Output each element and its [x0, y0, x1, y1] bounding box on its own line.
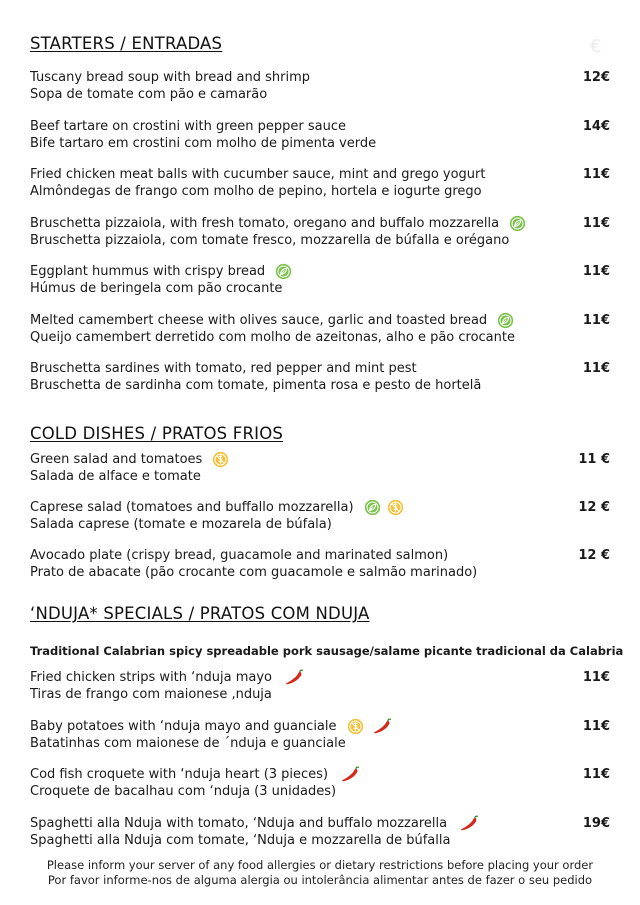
- menu-item-line-en: [30, 166, 610, 183]
- menu-item-price: 11€: [582, 215, 610, 231]
- menu-item-name-en: Tuscany bread soup with bread and shrimp: [30, 70, 311, 85]
- menu-item-name-en: Baby potatoes with ‘nduja mayo and guanciale: [30, 718, 337, 734]
- section-title-cold-dishes: COLD DISHES / PRATOS FRIOS: [30, 424, 284, 443]
- dietary-icons: [282, 669, 306, 686]
- menu-item-name-pt: Húmus de beringela com pão crocante: [30, 281, 283, 296]
- vegetarian-icon: [497, 312, 514, 329]
- menu-item-name-en: Caprese salad (tomatoes and buffallo mozzarella): [30, 500, 354, 515]
- menu-item-name-pt: Salada caprese (tomate e mozarela de búfala): [30, 517, 332, 532]
- vegetarian-icon: [509, 215, 526, 232]
- chili-icon: [282, 669, 306, 686]
- menu-item-price: 11€: [582, 167, 610, 182]
- menu-item-name-en: Fried chicken meat balls with cucumber sauce, mint and grego yogurt: [30, 167, 486, 182]
- menu-item-name-en: Cod fish croquete with ‘nduja heart (3 pieces): [30, 767, 329, 782]
- menu-item-name-pt: Sopa de tomate com pão e camarão: [30, 87, 268, 102]
- menu-item-line-en: [30, 499, 610, 516]
- menu-item-name-en: Green salad and tomatoes: [30, 452, 203, 467]
- section-title-nduja-specials: ‘NDUJA* SPECIALS / PRATOS COM NDUJA: [30, 604, 370, 623]
- menu-item: [30, 166, 610, 200]
- vegetarian-icon: [275, 263, 292, 280]
- dietary-icons: [347, 718, 394, 735]
- menu-item: [30, 766, 610, 800]
- menu-item-name-pt: Tiras de frango com maionese ,nduja: [30, 687, 272, 702]
- dietary-icons: [509, 215, 526, 232]
- menu-item-price: 12 €: [578, 548, 610, 563]
- menu-item-price: 11€: [582, 718, 610, 734]
- menu-item-name-pt: Queijo camembert derretido com molho de azeitonas, alho e pão crocante: [30, 329, 515, 345]
- menu-item: [30, 312, 610, 346]
- menu-item-line-en: [30, 360, 610, 377]
- allergy-notice-pt: Por favor informe-nos de alguma alergia ou intolerância alimentar antes de fazer o seu pedido: [47, 873, 593, 887]
- menu-item-line-en: [30, 815, 610, 832]
- menu-item-line-en: [30, 451, 610, 468]
- menu-item-line-en: [30, 69, 610, 86]
- menu-item-name-pt: Spaghetti alla Nduja com tomate, ‘Nduja e mozzarella de búfalla: [30, 832, 451, 848]
- menu-item-name-en: Spaghetti alla Nduja with tomato, ‘Nduja and buffalo mozzarella: [30, 815, 448, 831]
- menu-item-line-en: [30, 669, 610, 686]
- allergy-notice-en: Please inform your server of any food allergies or dietary restrictions before placing your order: [46, 858, 594, 872]
- menu-item-price: 11€: [582, 361, 610, 376]
- section-title-starters: STARTERS / ENTRADAS: [30, 34, 223, 53]
- nduja-note: Traditional Calabrian spicy spreadable pork sausage/salame picante tradicional da Calabria: [30, 644, 624, 658]
- menu-item-price: 11€: [582, 767, 610, 782]
- gluten-free-icon: [212, 451, 229, 468]
- menu-item-line-en: [30, 547, 610, 564]
- menu-item: [30, 215, 610, 249]
- menu-item-name-pt: Salada de alface e tomate: [30, 469, 201, 484]
- menu-item-line-en: [30, 312, 610, 329]
- menu-item-price: 11 €: [578, 452, 610, 467]
- menu-item-name-pt: Croquete de bacalhau com ‘nduja (3 unidades): [30, 784, 337, 799]
- menu-item-line-en: [30, 718, 610, 735]
- dietary-icons: [338, 766, 362, 783]
- menu-item: [30, 360, 610, 394]
- gluten-free-icon: [347, 718, 364, 735]
- menu-item: [30, 669, 610, 703]
- menu-item-price: 12€: [582, 70, 610, 85]
- menu-item-name-pt: Bruschetta pizzaiola, com tomate fresco, mozzarella de búfalla e orégano: [30, 232, 510, 248]
- menu-item-name-en: Avocado plate (crispy bread, guacamole and marinated salmon): [30, 548, 449, 563]
- menu-item-price: 14€: [582, 118, 610, 134]
- menu-item-price: 11€: [582, 264, 610, 279]
- menu-item: [30, 718, 610, 752]
- menu-item-line-en: [30, 263, 610, 280]
- dietary-icons: [212, 451, 229, 468]
- euro-watermark: €: [590, 36, 602, 57]
- menu-item-line-en: [30, 766, 610, 783]
- menu-item-line-en: [30, 215, 610, 232]
- menu-item: [30, 547, 610, 581]
- menu-item: [30, 69, 610, 103]
- menu-item-name-en: Bruschetta pizzaiola, with fresh tomato, oregano and buffalo mozzarella: [30, 215, 500, 231]
- chili-icon: [338, 766, 362, 783]
- dietary-icons: [275, 263, 292, 280]
- vegetarian-icon: [364, 499, 381, 516]
- menu-item: [30, 815, 610, 849]
- dietary-icons: [457, 815, 481, 832]
- dietary-icons: [497, 312, 514, 329]
- menu-item-name-pt: Prato de abacate (pão crocante com guacamole e salmão marinado): [30, 565, 478, 580]
- menu-item: [30, 118, 610, 152]
- menu-item-name-pt: Almôndegas de frango com molho de pepino, hortela e iogurte grego: [30, 184, 482, 199]
- menu-item-name-en: Fried chicken strips with ‘nduja mayo: [30, 670, 272, 685]
- menu-item-name-en: Eggplant hummus with crispy bread: [30, 264, 266, 279]
- gluten-free-icon: [387, 499, 404, 516]
- menu-item-name-en: Melted camembert cheese with olives sauce, garlic and toasted bread: [30, 312, 488, 328]
- chili-icon: [457, 815, 481, 832]
- menu-item-name-en: Beef tartare on crostini with green pepper sauce: [30, 118, 346, 134]
- menu-item-price: 19€: [582, 815, 610, 831]
- menu-item-name-pt: Batatinhas com maionese de ´nduja e guanciale: [30, 735, 346, 751]
- dietary-icons: [364, 499, 404, 516]
- menu-item-name-en: Bruschetta sardines with tomato, red pepper and mint pest: [30, 361, 417, 376]
- menu-item-price: 11€: [582, 670, 610, 685]
- menu-item-price: 12 €: [578, 500, 610, 515]
- menu-item: [30, 263, 610, 297]
- menu-item-price: 11€: [582, 312, 610, 328]
- menu-item: [30, 451, 610, 485]
- chili-icon: [370, 718, 394, 735]
- menu-item-name-pt: Bife tartaro em crostini com molho de pimenta verde: [30, 135, 377, 151]
- menu-item: [30, 499, 610, 533]
- menu-item-name-pt: Bruschetta de sardinha com tomate, pimenta rosa e pesto de hortelã: [30, 378, 482, 393]
- menu-item-line-en: [30, 118, 610, 135]
